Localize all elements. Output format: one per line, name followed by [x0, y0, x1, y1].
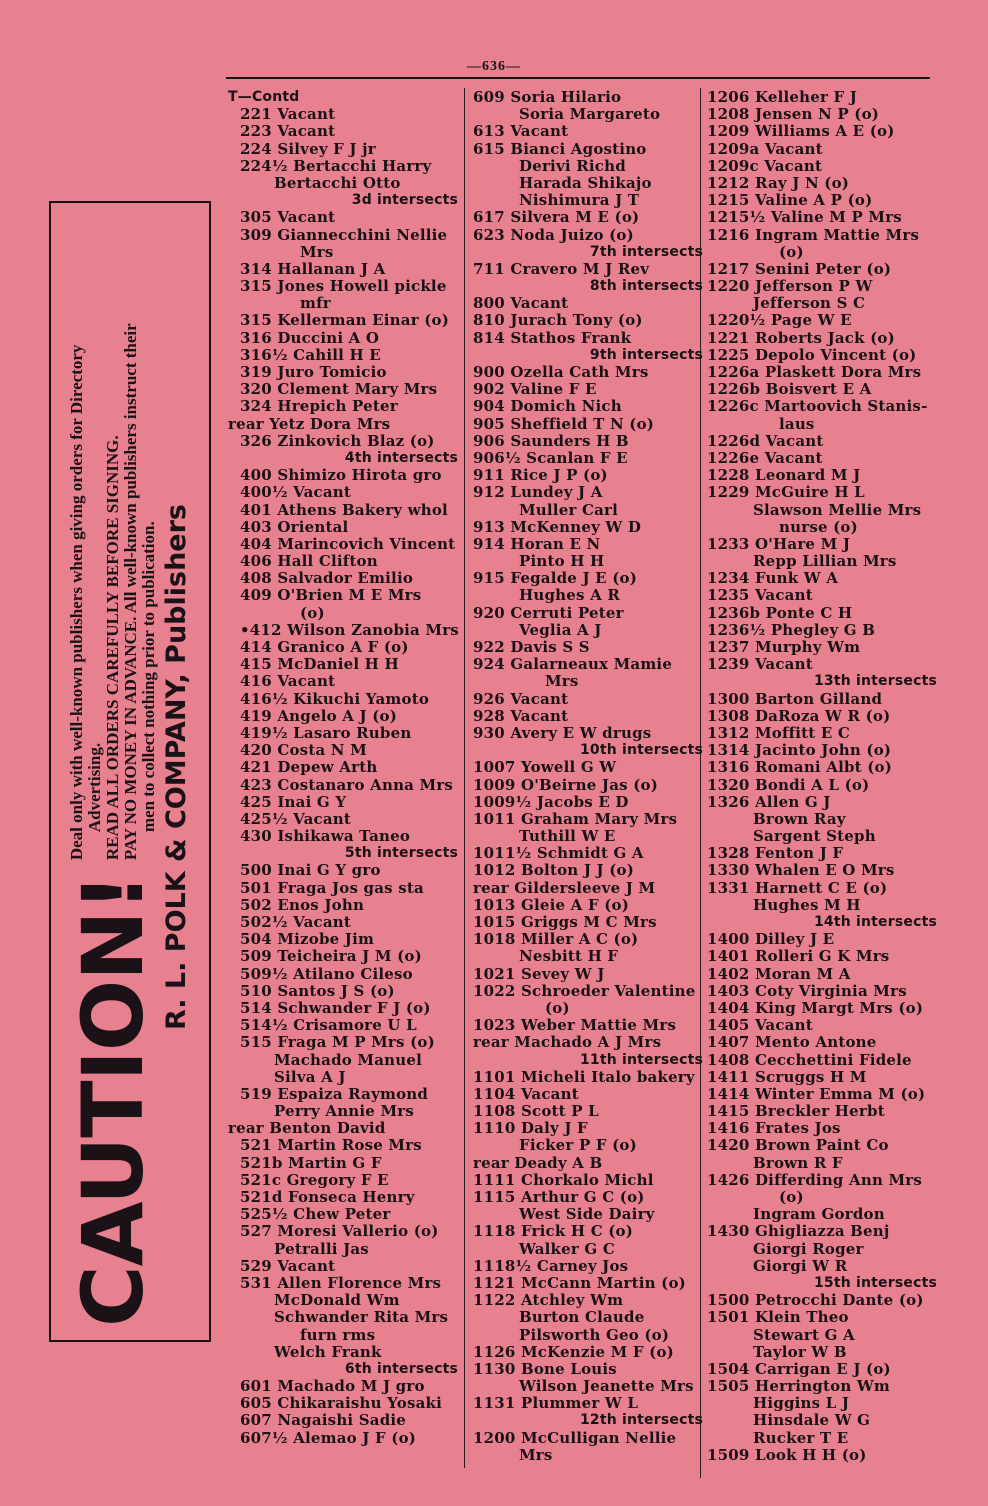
- directory-entry: 1416 Frates Jos: [707, 1119, 841, 1138]
- directory-entry: 1314 Jacinto John (o): [707, 741, 892, 760]
- directory-entry: 1009 O'Beirne Jas (o): [473, 775, 659, 794]
- directory-entry: 1131 Plummer W L: [473, 1394, 639, 1413]
- directory-entry: 711 Cravero M J Rev: [473, 259, 650, 278]
- directory-entry: 514 Schwander F J (o): [240, 998, 431, 1017]
- directory-entry: 1401 Rolleri G K Mrs: [707, 947, 890, 966]
- directory-entry: 1015 Griggs M C Mrs: [473, 913, 657, 931]
- directory-entry: Bertacchi Otto: [274, 173, 401, 192]
- directory-entry: 613 Vacant: [473, 122, 569, 141]
- directory-entry: 1235 Vacant: [707, 586, 813, 605]
- directory-entry: 521b Martin G F: [240, 1153, 382, 1172]
- directory-entry: 1022 Schroeder Valentine: [473, 981, 696, 1000]
- directory-entry: Schwander Rita Mrs: [274, 1308, 449, 1327]
- directory-entry: 1414 Winter Emma M (o): [707, 1084, 926, 1103]
- directory-entry: 1234 Funk W A: [707, 569, 839, 588]
- directory-entry: Giorgi W R: [753, 1256, 848, 1275]
- directory-entry: 1411 Scruggs H M: [707, 1067, 867, 1086]
- directory-entry: Giorgi Roger: [753, 1239, 864, 1258]
- directory-entry: Taylor W B: [753, 1342, 847, 1361]
- directory-entry: 1209c Vacant: [707, 156, 823, 175]
- directory-entry: nurse (o): [779, 517, 858, 536]
- intersects-heading: 5th intersects: [344, 845, 458, 862]
- directory-entry: 1320 Bondi A L (o): [707, 775, 870, 794]
- directory-entry: 509 Teicheira J M (o): [240, 947, 422, 966]
- directory-entry: 316½ Cahill H E: [240, 345, 381, 364]
- directory-entry: 425 Inai G Y: [240, 792, 347, 811]
- directory-entry: Ficker P F (o): [519, 1136, 637, 1155]
- directory-entry: 1408 Cecchettini Fidele: [707, 1050, 912, 1069]
- directory-entry: laus: [779, 414, 815, 433]
- directory-entry: 519 Espaiza Raymond: [240, 1084, 429, 1103]
- directory-entry: 1209a Vacant: [707, 139, 823, 158]
- directory-entry: Hinsdale W G: [753, 1411, 871, 1430]
- directory-entry: 1110 Daly J F: [473, 1119, 588, 1138]
- directory-entry: 419½ Lasaro Ruben: [240, 723, 412, 742]
- directory-entry: 408 Salvador Emilio: [240, 569, 414, 588]
- directory-entry: Jefferson S C: [753, 294, 866, 313]
- directory-entry: 1013 Gleie A F (o): [473, 895, 630, 914]
- directory-entry: 605 Chikaraishu Yosaki: [240, 1394, 443, 1413]
- directory-entry: Veglia A J: [519, 620, 602, 639]
- header-rule: [226, 77, 930, 79]
- directory-entry: 316 Duccini A O: [240, 328, 380, 347]
- directory-entry: 521c Gregory F E: [240, 1170, 389, 1189]
- directory-entry: 1226b Boisvert E A: [707, 380, 872, 399]
- directory-entry: 1228 Leonard M J: [707, 466, 861, 485]
- directory-entry: Wilson Jeanette Mrs: [519, 1377, 694, 1396]
- directory-entry: Hughes A R: [519, 586, 621, 605]
- caution-line: men to collect nothing prior to publication.: [139, 520, 158, 832]
- caution-text: [68, 323, 158, 860]
- directory-entry: 404 Marincovich Vincent: [240, 534, 456, 553]
- directory-entry: 1330 Whalen E O Mrs: [707, 861, 895, 880]
- caution-title: CAUTION!: [64, 873, 162, 1327]
- directory-entry: 1505 Herrington Wm: [707, 1377, 890, 1396]
- directory-entry: mfr: [300, 294, 331, 313]
- directory-entry: Nishimura J T: [519, 191, 640, 210]
- intersects-heading: 7th intersects: [589, 243, 703, 260]
- directory-entry: 1208 Jensen N P (o): [707, 105, 880, 124]
- directory-entry: 1009½ Jacobs E D: [473, 792, 629, 811]
- directory-entry: 914 Horan E N: [473, 534, 601, 553]
- directory-entry: 509½ Atilano Cileso: [240, 964, 413, 983]
- directory-entry: Petralli Jas: [274, 1239, 369, 1258]
- directory-entry: furn rms: [300, 1325, 376, 1344]
- intersects-heading: 6th intersects: [344, 1360, 458, 1377]
- directory-entry: 514½ Crisamore U L: [240, 1016, 417, 1035]
- directory-entry: rear Gildersleeve J M: [473, 878, 656, 897]
- directory-entry: 1308 DaRoza W R (o): [707, 706, 891, 725]
- directory-entry: Perry Annie Mrs: [274, 1102, 415, 1121]
- directory-entry: 1023 Weber Mattie Mrs: [473, 1016, 677, 1035]
- directory-entry: 1108 Scott P L: [473, 1102, 599, 1121]
- directory-entry: 1118½ Carney Jos: [473, 1256, 629, 1275]
- directory-entry: 400½ Vacant: [240, 483, 352, 502]
- directory-entry: 223 Vacant: [240, 122, 336, 141]
- directory-entry: 504 Mizobe Jim: [240, 930, 375, 949]
- listing-column-1: [228, 89, 460, 1447]
- directory-entry: 1404 King Margt Mrs (o): [707, 998, 924, 1017]
- directory-entry: 1226d Vacant: [707, 431, 824, 450]
- directory-entry: 800 Vacant: [473, 294, 569, 313]
- directory-entry: 1407 Mento Antone: [707, 1033, 877, 1052]
- intersects-heading: 4th intersects: [344, 449, 458, 466]
- directory-entry: 403 Oriental: [240, 517, 349, 536]
- directory-entry: 1212 Ray J N (o): [707, 173, 850, 192]
- directory-entry: 423 Costanaro Anna Mrs: [240, 775, 454, 794]
- directory-entry: Rucker T E: [753, 1428, 849, 1447]
- directory-entry: rear Benton David: [228, 1119, 386, 1138]
- directory-entry: 416 Vacant: [240, 672, 336, 691]
- directory-entry: Ingram Gordon: [753, 1205, 885, 1224]
- directory-entry: 420 Costa N M: [240, 741, 367, 760]
- directory-entry: 607 Nagaishi Sadie: [240, 1411, 407, 1430]
- directory-entry: 430 Ishikawa Taneo: [240, 827, 411, 846]
- intersects-heading: 9th intersects: [589, 346, 703, 363]
- directory-entry: 320 Clement Mary Mrs: [240, 380, 438, 399]
- directory-entry: 510 Santos J S (o): [240, 981, 395, 1000]
- directory-entry: rear Deady A B: [473, 1153, 603, 1172]
- directory-entry: •412 Wilson Zanobia Mrs: [240, 620, 459, 639]
- intersects-heading: 11th intersects: [579, 1051, 703, 1068]
- directory-entry: 425½ Vacant: [240, 809, 352, 828]
- directory-entry: 1216 Ingram Mattie Mrs: [707, 225, 920, 244]
- directory-entry: 1101 Micheli Italo bakery: [473, 1067, 695, 1086]
- directory-entry: 1012 Bolton J J (o): [473, 861, 635, 880]
- directory-entry: 1122 Atchley Wm: [473, 1291, 624, 1310]
- directory-entry: 1121 McCann Martin (o): [473, 1273, 686, 1292]
- directory-entry: 529 Vacant: [240, 1256, 336, 1275]
- caution-rotated-content: [64, 217, 192, 1327]
- directory-entry: 902 Valine F E: [473, 380, 597, 399]
- directory-entry: 1225 Depolo Vincent (o): [707, 345, 917, 364]
- caution-line: Advertising.: [85, 742, 104, 832]
- directory-entry: 607½ Alemao J F (o): [240, 1428, 417, 1447]
- directory-entry: (o): [779, 242, 804, 261]
- directory-entry: 527 Moresi Vallerio (o): [240, 1222, 439, 1241]
- directory-entry: 415 McDaniel H H: [240, 655, 399, 674]
- directory-entry: 1215½ Valine M P Mrs: [707, 208, 902, 227]
- directory-entry: 1209 Williams A E (o): [707, 122, 895, 141]
- directory-entry: 406 Hall Clifton: [240, 552, 378, 571]
- directory-entry: Soria Margareto: [519, 105, 661, 124]
- directory-entry: 905 Sheffield T N (o): [473, 414, 655, 433]
- directory-entry: (o): [545, 998, 570, 1017]
- directory-entry: 623 Noda Juizo (o): [473, 225, 634, 244]
- directory-entry: Higgins L J: [753, 1394, 850, 1413]
- intersects-heading: 15th intersects: [813, 1274, 937, 1291]
- directory-entry: 305 Vacant: [240, 208, 336, 227]
- directory-entry: Tuthill W E: [519, 827, 616, 846]
- directory-entry: 924 Galarneaux Mamie: [473, 655, 673, 674]
- directory-entry: 1500 Petrocchi Dante (o): [707, 1291, 924, 1310]
- caution-line: PAY NO MONEY IN ADVANCE. All well-known publishers instruct their: [121, 322, 140, 860]
- directory-entry: 1226c Martoovich Stanis-: [707, 397, 928, 416]
- directory-entry: 1021 Sevey W J: [473, 964, 605, 983]
- directory-entry: 502 Enos John: [240, 895, 365, 914]
- directory-entry: rear Machado A J Mrs: [473, 1033, 662, 1052]
- directory-entry: McDonald Wm: [274, 1291, 400, 1310]
- intersects-heading: 12th intersects: [579, 1412, 703, 1429]
- directory-entry: Slawson Mellie Mrs: [753, 500, 922, 519]
- directory-entry: 1007 Yowell G W: [473, 758, 617, 777]
- directory-entry: 920 Cerruti Peter: [473, 603, 624, 622]
- directory-entry: 421 Depew Arth: [240, 758, 378, 777]
- directory-entry: 601 Machado M J gro: [240, 1377, 425, 1396]
- directory-entry: 221 Vacant: [240, 105, 336, 124]
- directory-entry: 906½ Scanlan F E: [473, 448, 628, 467]
- directory-entry: 309 Giannecchini Nellie: [240, 225, 448, 244]
- directory-entry: 615 Bianci Agostino: [473, 139, 647, 158]
- directory-entry: 409 O'Brien M E Mrs: [240, 586, 422, 605]
- directory-entry: Machado Manuel: [274, 1050, 422, 1069]
- page-number: —636—: [467, 59, 521, 74]
- directory-entry: 501 Fraga Jos gas sta: [240, 878, 424, 897]
- directory-entry: 1226a Plaskett Dora Mrs: [707, 363, 922, 381]
- section-heading: T—Contd: [228, 89, 300, 105]
- directory-entry: Silva A J: [274, 1067, 346, 1086]
- directory-entry: 521 Martin Rose Mrs: [240, 1136, 422, 1155]
- directory-entry: 904 Domich Nich: [473, 397, 622, 416]
- directory-entry: 419 Angelo A J (o): [240, 706, 398, 725]
- directory-entry: Derivi Richd: [519, 156, 626, 175]
- intersects-heading: 14th intersects: [813, 914, 937, 930]
- directory-entry: 1217 Senini Peter (o): [707, 259, 892, 278]
- directory-entry: 1111 Chorkalo Michl: [473, 1170, 654, 1189]
- directory-entry: Sargent Steph: [753, 827, 876, 846]
- intersects-heading: 13th intersects: [813, 673, 937, 690]
- directory-entry: 1316 Romani Albt (o): [707, 758, 893, 777]
- directory-entry: 1331 Harnett C E (o): [707, 878, 888, 897]
- directory-entry: 502½ Vacant: [240, 913, 352, 931]
- directory-entry: Stewart G A: [753, 1325, 855, 1344]
- directory-entry: 1130 Bone Louis: [473, 1359, 617, 1378]
- directory-entry: 1400 Dilley J E: [707, 930, 835, 949]
- caution-publisher: R. L. POLK & COMPANY, Publishers: [161, 503, 192, 1030]
- directory-entry: 1220 Jefferson P W: [707, 277, 873, 296]
- directory-entry: 1220½ Page W E: [707, 311, 852, 330]
- directory-entry: 1236b Ponte C H: [707, 603, 853, 622]
- directory-entry: 1405 Vacant: [707, 1016, 813, 1035]
- directory-entry: 1509 Look H H (o): [707, 1445, 867, 1464]
- directory-entry: 326 Zinkovich Blaz (o): [240, 431, 435, 450]
- directory-entry: 500 Inai G Y gro: [240, 861, 381, 880]
- directory-entry: Muller Carl: [519, 500, 619, 519]
- directory-entry: 1430 Ghigliazza Benj: [707, 1222, 890, 1241]
- directory-entry: 1403 Coty Virginia Mrs: [707, 981, 907, 1000]
- directory-entry: 1115 Arthur G C (o): [473, 1188, 645, 1206]
- directory-entry: 414 Granico A F (o): [240, 638, 409, 656]
- intersects-heading: 10th intersects: [579, 742, 703, 759]
- directory-entry: 1328 Fenton J F: [707, 844, 844, 863]
- directory-entry: Hughes M H: [753, 895, 861, 914]
- directory-entry: 1420 Brown Paint Co: [707, 1136, 889, 1155]
- directory-entry: 911 Rice J P (o): [473, 466, 608, 485]
- directory-entry: 1221 Roberts Jack (o): [707, 328, 895, 347]
- directory-entry: 1236½ Phegley G B: [707, 620, 876, 639]
- directory-entry: 1300 Barton Gilland: [707, 689, 883, 708]
- directory-entry: 1229 McGuire H L: [707, 483, 865, 502]
- directory-entry: 1402 Moran M A: [707, 964, 851, 983]
- directory-entry: 1226e Vacant: [707, 448, 823, 467]
- directory-entry: Harada Shikajo: [519, 173, 652, 192]
- directory-entry: 900 Ozella Cath Mrs: [473, 363, 649, 381]
- directory-entry: Mrs: [519, 1445, 553, 1464]
- directory-entry: 224 Silvey F J jr: [240, 139, 376, 158]
- directory-entry: 525½ Chew Peter: [240, 1205, 391, 1224]
- directory-entry: 1206 Kelleher F J: [707, 88, 858, 106]
- listing-column-2: [473, 89, 705, 1464]
- directory-entry: 314 Hallanan J A: [240, 259, 386, 278]
- directory-entry: 1200 McCulligan Nellie: [473, 1428, 677, 1447]
- directory-entry: 1326 Allen G J: [707, 792, 831, 811]
- directory-entry: 1237 Murphy Wm: [707, 638, 861, 656]
- intersects-heading: 3d intersects: [351, 192, 458, 209]
- directory-entry: 1426 Differding Ann Mrs: [707, 1170, 923, 1189]
- directory-entry: 1018 Miller A C (o): [473, 930, 639, 949]
- directory-entry: Pilsworth Geo (o): [519, 1325, 670, 1344]
- directory-entry: 617 Silvera M E (o): [473, 208, 640, 227]
- intersects-heading: 8th intersects: [589, 278, 703, 295]
- directory-entry: Brown Ray: [753, 809, 846, 828]
- caution-box: [49, 201, 211, 1342]
- directory-entry: 1312 Moffitt E C: [707, 723, 851, 742]
- directory-entry: 814 Stathos Frank: [473, 328, 632, 347]
- directory-entry: (o): [779, 1188, 804, 1206]
- directory-entry: 913 McKenney W D: [473, 517, 642, 536]
- directory-entry: Pinto H H: [519, 552, 605, 571]
- directory-entry: Mrs: [300, 242, 334, 261]
- directory-entry: 810 Jurach Tony (o): [473, 311, 643, 330]
- directory-entry: 609 Soria Hilario: [473, 88, 622, 106]
- caution-line: Deal only with well-known publishers when giving orders for Directory: [67, 344, 86, 860]
- directory-entry: 401 Athens Bakery whol: [240, 500, 448, 519]
- directory-entry: 1501 Klein Theo: [707, 1308, 849, 1327]
- directory-entry: 928 Vacant: [473, 706, 569, 725]
- directory-entry: 515 Fraga M P Mrs (o): [240, 1033, 435, 1052]
- directory-entry: Nesbitt H F: [519, 947, 619, 966]
- directory-entry: 315 Jones Howell pickle: [240, 277, 447, 296]
- directory-entry: 324 Hrepich Peter: [240, 397, 398, 416]
- directory-entry: West Side Dairy: [519, 1205, 655, 1224]
- directory-entry: Repp Lillian Mrs: [753, 552, 897, 571]
- directory-entry: Brown R F: [753, 1153, 843, 1172]
- directory-entry: 531 Allen Florence Mrs: [240, 1273, 442, 1292]
- directory-entry: 1011 Graham Mary Mrs: [473, 809, 678, 828]
- listing-column-3: [707, 89, 939, 1464]
- directory-entry: 319 Juro Tomicio: [240, 363, 387, 381]
- directory-entry: 915 Fegalde J E (o): [473, 569, 638, 588]
- directory-entry: 1104 Vacant: [473, 1084, 579, 1103]
- directory-entry: 926 Vacant: [473, 689, 569, 708]
- directory-entry: 906 Saunders H B: [473, 431, 629, 450]
- directory-entry: 1415 Breckler Herbt: [707, 1102, 885, 1121]
- directory-entry: Walker G C: [519, 1239, 615, 1258]
- directory-entry: 521d Fonseca Henry: [240, 1188, 415, 1206]
- directory-entry: 912 Lundey J A: [473, 483, 603, 502]
- directory-entry: 400 Shimizo Hirota gro: [240, 466, 442, 485]
- directory-entry: rear Yetz Dora Mrs: [228, 414, 391, 433]
- directory-entry: Welch Frank: [274, 1342, 382, 1361]
- directory-entry: 1239 Vacant: [707, 655, 813, 674]
- directory-entry: 416½ Kikuchi Yamoto: [240, 689, 430, 708]
- directory-entry: 224½ Bertacchi Harry: [240, 156, 432, 175]
- directory-entry: (o): [300, 603, 325, 622]
- directory-entry: 1233 O'Hare M J: [707, 534, 851, 553]
- directory-entry: Mrs: [545, 672, 579, 691]
- directory-entry: Burton Claude: [519, 1308, 645, 1327]
- directory-entry: 922 Davis S S: [473, 638, 590, 656]
- directory-entry: 1215 Valine A P (o): [707, 191, 873, 210]
- directory-entry: 1126 McKenzie M F (o): [473, 1342, 674, 1361]
- directory-entry: 1118 Frick H C (o): [473, 1222, 634, 1241]
- caution-line: READ ALL ORDERS CAREFULLY BEFORE SIGNING.: [103, 434, 122, 860]
- directory-entry: 1011½ Schmidt G A: [473, 844, 644, 863]
- directory-entry: 930 Avery E W drugs: [473, 723, 652, 742]
- directory-entry: 1504 Carrigan E J (o): [707, 1359, 891, 1378]
- directory-entry: 315 Kellerman Einar (o): [240, 311, 450, 330]
- column-divider-1: [464, 88, 465, 1468]
